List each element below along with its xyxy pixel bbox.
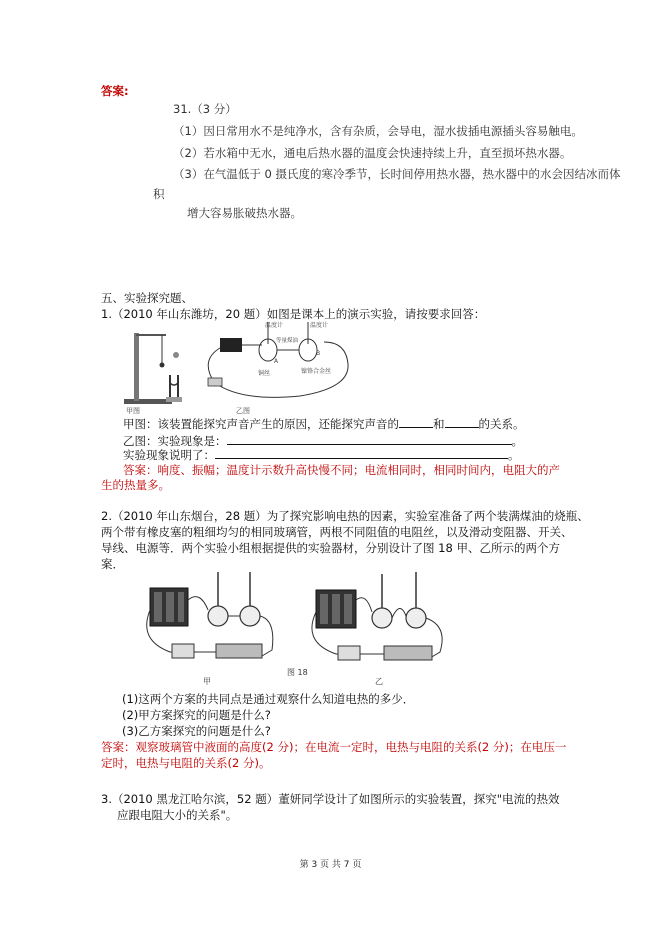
q1-blank-2[interactable] — [445, 415, 479, 428]
q1-stem-text: （2010 年山东潍坊，20 题）如图是课本上的演示实验，请按要求回答： — [111, 307, 486, 321]
q31-line-3: （3）在气温低于 0 摄氏度的寒冷季节，长时间停用热水器，热水器中的水会因结冰而体 — [173, 167, 621, 181]
q3-stem-2: 应跟电阻大小的关系"。 — [117, 808, 238, 822]
q31-header — [173, 101, 237, 117]
q2-figure-yi — [300, 570, 450, 670]
q2-fig-jia-label: 甲 — [203, 677, 211, 686]
q1-blank-1[interactable] — [399, 415, 433, 428]
rheostat — [216, 644, 262, 658]
q2-question-2: (2)甲方案探究的问题是什么? — [122, 708, 271, 722]
flask-right — [406, 608, 426, 628]
flask-left — [208, 606, 228, 626]
q1-line-jia-b: 的关系。 — [478, 417, 525, 431]
q1-label-a: A — [274, 358, 279, 365]
q1-line-explain-end: 。 — [508, 448, 520, 462]
q2-number: 2. — [101, 509, 112, 523]
section-title: 五、实验探究题、 — [101, 291, 193, 305]
q2-stem-3: 导线、电源等．两个实验小组根据提供的实验器材，分别设计了图 18 甲、乙所示的两个方 — [101, 541, 560, 555]
q1-blank-3[interactable] — [227, 432, 512, 445]
q1-label-b: B — [316, 350, 321, 357]
q2-answer-1: 答案：观察玻璃管中液面的高度(2 分)；在电流一定时，电热与电阻的关系(2 分)；在电压一 — [101, 740, 567, 754]
rheostat — [384, 646, 432, 660]
q2-question-1: (1)这两个方案的共同点是通过观察什么知道电热的多少． — [122, 692, 415, 706]
switch — [338, 646, 360, 660]
switch — [208, 378, 222, 386]
q1-line-jia-and: 和 — [433, 417, 445, 431]
q31-line-1: （1）因日常用水不是纯净水，含有杂质，会导电，湿水拔插电源插头容易触电。 — [173, 124, 583, 138]
flask-right — [240, 606, 260, 626]
q1-number: 1. — [101, 307, 112, 321]
stand-pole — [134, 333, 139, 401]
q2-question-3: (3)乙方案探究的问题是什么? — [122, 724, 271, 738]
q2-figure-jia — [138, 570, 278, 670]
q31-line-4: 积 — [153, 187, 165, 201]
q3-stem-1-text: （2010 黑龙江哈尔滨，52 题）董妍同学设计了如图所示的实验装置，探究"电流的热效 — [111, 792, 560, 806]
flask-left — [372, 608, 392, 628]
q1-blank-4[interactable] — [215, 446, 508, 459]
switch — [172, 644, 194, 658]
answer-label: 答案: — [101, 84, 129, 98]
stand-base — [124, 399, 172, 404]
q1-answer-2: 生的热量多。 — [101, 478, 170, 492]
q2-answer-2: 定时，电热与电阻的关系(2 分)。 — [101, 756, 271, 770]
q1-fig-jia-label: 甲图 — [126, 407, 140, 415]
q2-stem-4: 案． — [101, 557, 124, 571]
q31-line-5: 增大容易胀破热水器。 — [187, 206, 302, 220]
q1-fig-yi-label: 乙图 — [236, 407, 250, 415]
q1-copper-label: 铜丝 — [258, 370, 271, 377]
q1-line-yi-end: 。 — [511, 434, 523, 448]
q1-line-jia-a: 甲图：该装置能探究声音产生的原因，还能探究声音的 — [123, 417, 399, 431]
q2-stem-1-text: （2010 年山东烟台，28 题）为了探究影响电热的因素，实验室准备了两个装满煤油的烧瓶、 — [111, 509, 589, 523]
q31-line-2: （2）若水箱中无水，通电后热水器的温度会快速持续上升，直至损坏热水器。 — [173, 146, 572, 160]
q1-kerosene-label: 等量煤油 — [276, 338, 299, 344]
q1-line-yi-text: 乙图：实验现象是： — [123, 434, 227, 448]
q2-fig-yi-label: 乙 — [375, 677, 383, 686]
q31-number: 31. — [173, 102, 192, 116]
q2-fig-label: 图 18 — [287, 668, 308, 677]
q1-figure-yi — [200, 320, 360, 410]
q1-figure-jia — [118, 325, 198, 413]
battery — [220, 338, 242, 352]
q2-stem-2: 两个带有橡皮塞的粗细均匀的相同玻璃管，两根不同阻值的电阻丝，以及滑动变阻器、开关、 — [101, 525, 573, 539]
q1-thermometer-right: 温度计 — [310, 322, 329, 329]
q1-line-explain-text: 实验现象说明了： — [123, 448, 215, 462]
q1-answer-1: 答案：响度、振幅；温度计示数升高快慢不同；电流相同时，相同时间内，电阻大的产 — [123, 463, 560, 477]
page-footer: 第 3 页 共 7 页 — [299, 860, 362, 870]
q31-score: （3 分） — [191, 102, 237, 116]
q1-line-jia — [123, 415, 525, 433]
q1-thermometer-left: 温度计 — [265, 322, 284, 329]
q1-nichrome-label: 镍铬合金丝 — [301, 368, 332, 375]
q3-number: 3. — [101, 792, 112, 806]
